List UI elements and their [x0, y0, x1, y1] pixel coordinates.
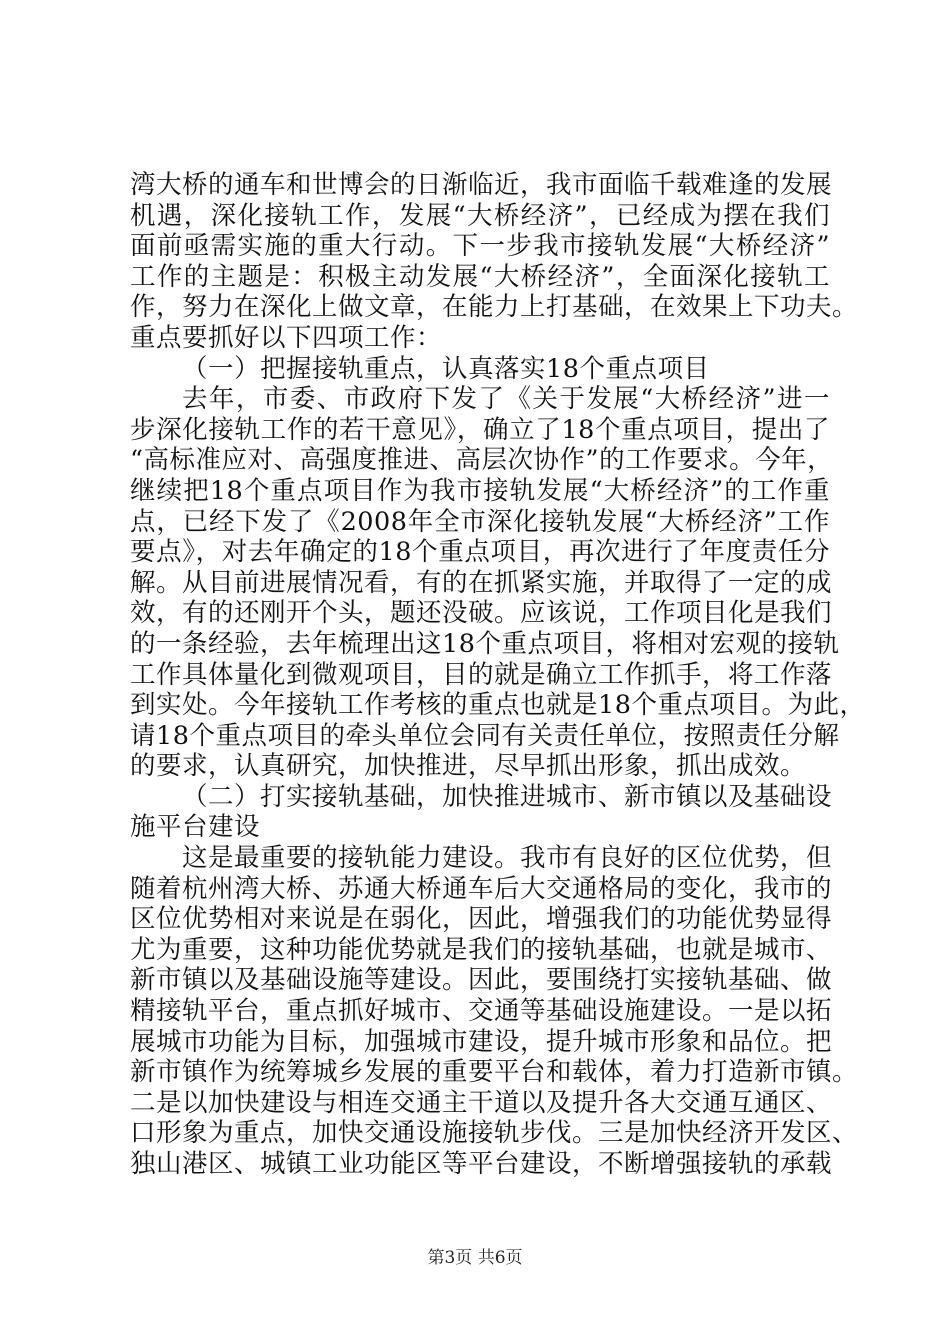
text-line: 施平台建设	[130, 812, 261, 843]
text-line: 独山港区、城镇工业功能区等平台建设，不断增强接轨的承载	[130, 1149, 833, 1179]
text-line: （一）把握接轨重点，认真落实18个重点项目	[182, 353, 710, 384]
text-line: 效，有的还刚开个头，题还没破。应该说，工作项目化是我们	[130, 598, 833, 629]
text-line: 新市镇以及基础设施等建设。因此，要围绕打实接轨基础、做	[130, 965, 833, 996]
page-footer: 第3页 共6页	[427, 1248, 523, 1268]
text-line: 要点》，对去年确定的18个重点项目，再次进行了年度责任分	[130, 537, 830, 568]
text-line: 去年，市委、市政府下发了《关于发展“大桥经济”进一	[182, 384, 830, 415]
text-line: 工作具体量化到微观项目，目的就是确立工作抓手，将工作落	[130, 659, 833, 690]
text-line: 继续把18个重点项目作为我市接轨发展“大桥经济”的工作重	[130, 475, 830, 506]
text-line: 解。从目前进展情况看，有的在抓紧实施，并取得了一定的成	[130, 567, 833, 598]
text-line: 步深化接轨工作的若干意见》，确立了18个重点项目，提出了	[130, 414, 830, 445]
text-line: 口形象为重点，加快交通设施接轨步伐。三是加快经济开发区、	[130, 1118, 859, 1149]
document-body	[130, 170, 866, 1180]
text-line: 新市镇作为统筹城乡发展的重要平台和载体，着力打造新市镇。	[130, 1057, 859, 1088]
text-line: （二）打实接轨基础，加快推进城市、新市镇以及基础设	[182, 781, 833, 812]
text-line: 这是最重要的接轨能力建设。我市有良好的区位优势，但	[182, 843, 833, 874]
text-line: 湾大桥的通车和世博会的日渐临近，我市面临千载难逢的发展	[130, 170, 833, 200]
text-line: 到实处。今年接轨工作考核的重点也就是18个重点项目。为此，	[130, 690, 866, 721]
text-line: 二是以加快建设与相连交通主干道以及提升各大交通互通区、	[130, 1087, 833, 1118]
text-line: 面前亟需实施的重大行动。下一步我市接轨发展“大桥经济”	[130, 231, 830, 262]
text-line: 精接轨平台，重点抓好城市、交通等基础设施建设。一是以拓	[130, 996, 833, 1027]
text-line: 重点要抓好以下四项工作：	[130, 322, 443, 353]
text-line: 点，已经下发了《2008年全市深化接轨发展“大桥经济”工作	[130, 506, 830, 537]
text-line: 的一条经验，去年梳理出这18个重点项目，将相对宏观的接轨	[130, 628, 840, 659]
text-line: 展城市功能为目标，加强城市建设，提升城市形象和品位。把	[130, 1026, 833, 1057]
text-line: 尤为重要，这种功能优势就是我们的接轨基础，也就是城市、	[130, 934, 833, 965]
text-line: “高标准应对、高强度推进、高层次协作”的工作要求。今年，	[130, 445, 834, 476]
text-line: 随着杭州湾大桥、苏通大桥通车后大交通格局的变化，我市的	[130, 873, 833, 904]
text-line: 工作的主题是：积极主动发展“大桥经济”，全面深化接轨工	[130, 261, 830, 292]
text-line: 请18个重点项目的牵头单位会同有关责任单位，按照责任分解	[130, 720, 840, 751]
text-line: 机遇，深化接轨工作，发展“大桥经济”，已经成为摆在我们	[130, 200, 830, 231]
text-line: 区位优势相对来说是在弱化，因此，增强我们的功能优势显得	[130, 904, 833, 935]
text-line: 的要求，认真研究，加快推进，尽早抓出形象，抓出成效。	[130, 751, 807, 782]
text-line: 作，努力在深化上做文章，在能力上打基础，在效果上下功夫。	[130, 292, 859, 323]
